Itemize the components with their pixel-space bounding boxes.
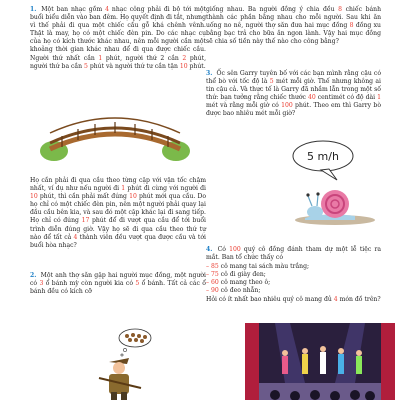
list-item: – 60 cô mang theo ô; bbox=[206, 279, 271, 287]
problem-3-number: 3. bbox=[206, 70, 213, 77]
problem-1-intro: 1. Một ban nhạc gồm 4 nhạc công phải đi bộ tới một buổi biểu diễn vào ban đêm. Họ quyết định đi tắt, nhưng vì thế phải đi qua một chiếc cầu gỗ khá chênh vênh. Thật là may, họ có một chiếc đèn pin. Do các nhạc cụ của họ có kích thước khác nhau, nên mỗi người cần một khoảng thời gian khác nhau để đi qua được chiếc cầu. Người thứ nhất cần 1 phút, người thứ 2 cần 2 phút, người thứ ba cần 5 phút và người thứ tư cần tận 10 phút. bbox=[30, 6, 207, 70]
problem-4-number: 4. bbox=[206, 246, 213, 253]
problem-1-rules: Họ cần phải đi qua cầu theo từng cặp với vận tốc chậm nhất, ví dụ như nếu người đi 1 phút đi cùng với người đi 10 phút, thì cần phải mất đúng 10 phút mới qua cầu. Do họ chỉ có một chiếc đèn pin, nên một người phải quay lại đầu cầu bên kia, và sau đó một cặp khác lại đi sang tiếp. Họ chỉ có đúng 17 phút để đi vượt qua cầu để tới buổi trình diễn đúng giờ. Vậy họ sẽ đi qua cầu theo thứ tự nào để tất cả 4 thành viên đều vượt qua được cầu và tới buổi hòa nhạc? bbox=[30, 177, 207, 249]
speech-bubble-text: 5 m/h bbox=[307, 150, 339, 163]
problem-2-continued: giống nhau. Ba người đồng ý chia đều 8 chiếc bánh thành các phần bằng nhau cho mỗi người. Sau khi ăn uống no nê, người thợ săn đưa hai mục đồng 8 đồng xu bằng bạc trả cho bữa ăn ngon lành. Vậy hai mục đồng sẽ chia số tiền này thế nào cho công bằng? bbox=[206, 6, 381, 46]
problem-3: 3. Ốc sên Garry tuyên bố với các bạn mình rằng cậu có thể bò với tốc độ là 5 mét mỗi giờ. Thế nhưng không ai tin cậu cả. Và thực tế là Garry đã nhầm lẫn trong một số thứ: bạn tưởng rằng chiếc thước 40 centimét có độ dài 1 mét và rằng mỗi giờ có 100 phút. Theo em thì Garry bò được bao nhiêu mét mỗi giờ? bbox=[206, 70, 382, 118]
problem-1-number: 1. bbox=[30, 6, 37, 13]
problem-2-number: 2. bbox=[30, 272, 37, 279]
wooden-bridge-illustration bbox=[40, 105, 190, 167]
list-item: – 75 cô đi giày đen; bbox=[206, 271, 266, 279]
list-item: – 90 cô đeo nhẫn; bbox=[206, 287, 261, 295]
hunter-illustration bbox=[95, 328, 165, 400]
fashion-stage-illustration bbox=[245, 323, 395, 400]
list-item: – 85 cô mang tai sách màu trắng; bbox=[206, 263, 310, 271]
snail-illustration bbox=[285, 138, 385, 228]
problem-2: 2. Một anh thợ săn gặp hai người mục đồng, một người có 3 ổ bánh mỳ còn người kia có 5 ổ bánh. Tất cả các ổ bánh đều có kích cỡ bbox=[30, 272, 206, 296]
problem-4: 4. Có 100 quý cô đồng đánh tham dự một lễ tiệc ra mắt. Ban tổ chức thấy có – 85 cô mang tai sách màu trắng; – 75 cô đi giày đen; – 60 cô mang theo ô; – 90 cô đeo nhẫn; Hỏi có ít nhất bao nhiêu quý cô mang đủ 4 món đồ trên? bbox=[206, 246, 381, 303]
